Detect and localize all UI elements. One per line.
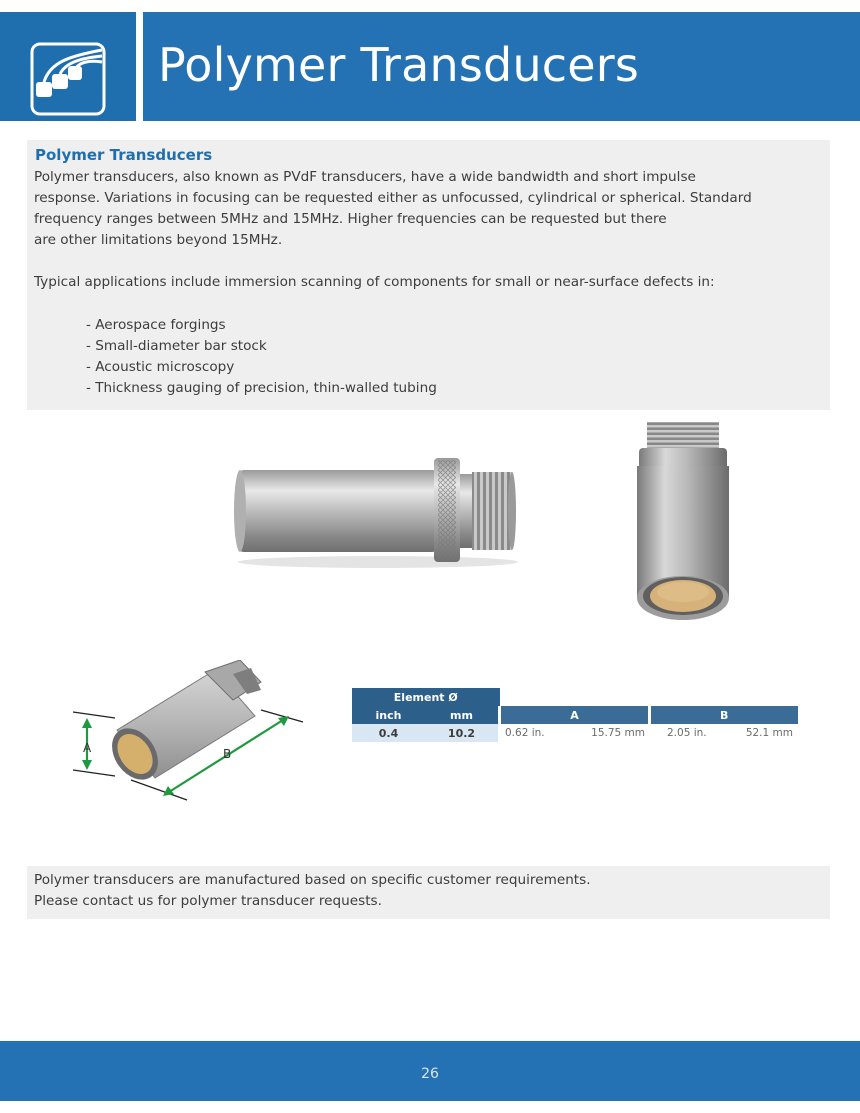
element-inch-value: 0.4	[352, 724, 425, 742]
b-mm-value: 52.1 mm	[745, 727, 793, 739]
application-item: - Aerospace forgings	[86, 317, 226, 333]
spec-table	[352, 688, 798, 742]
element-diameter-header: Element Ø	[352, 688, 500, 706]
a-value-cell	[500, 724, 650, 742]
transducer-side-photo	[228, 450, 528, 570]
b-header: B	[650, 706, 798, 724]
intro-line: Polymer transducers, also known as PVdF transducers, have a wide bandwidth and short impulse	[34, 169, 696, 185]
table-row	[352, 724, 798, 742]
element-mm-value: 10.2	[425, 724, 500, 742]
contact-line: Polymer transducers are manufactured based on specific customer requirements.	[34, 872, 591, 888]
intro-line: frequency ranges between 5MHz and 15MHz. Higher frequencies can be requested but there	[34, 211, 667, 227]
contact-line: Please contact us for polymer transducer requests.	[34, 893, 382, 909]
b-inch-value: 2.05 in.	[667, 727, 707, 739]
intro-line: response. Variations in focusing can be requested either as unfocussed, cylindrical or spherical. Standard	[34, 190, 752, 206]
a-header: A	[500, 706, 650, 724]
application-item: - Small-diameter bar stock	[86, 338, 267, 354]
section-heading: Polymer Transducers	[35, 146, 213, 164]
application-item: - Thickness gauging of precision, thin-walled tubing	[86, 380, 437, 396]
intro-line: are other limitations beyond 15MHz.	[34, 232, 283, 248]
b-value-cell	[650, 724, 798, 742]
page-title: Polymer Transducers	[158, 38, 640, 92]
application-item: - Acoustic microscopy	[86, 359, 235, 375]
header-logo-block	[0, 12, 136, 121]
transducer-face-photo	[625, 420, 745, 625]
label-a: A	[83, 741, 92, 755]
mm-header: mm	[425, 706, 500, 724]
page-number: 26	[421, 1066, 439, 1082]
a-inch-value: 0.62 in.	[505, 727, 545, 739]
transducer-cables-icon	[30, 42, 106, 116]
a-mm-value: 15.75 mm	[591, 727, 645, 739]
dimension-diagram	[65, 660, 315, 805]
label-b: B	[223, 747, 232, 761]
inch-header: inch	[352, 706, 425, 724]
applications-intro: Typical applications include immersion scanning of components for small or near-surface defects in:	[34, 274, 715, 290]
